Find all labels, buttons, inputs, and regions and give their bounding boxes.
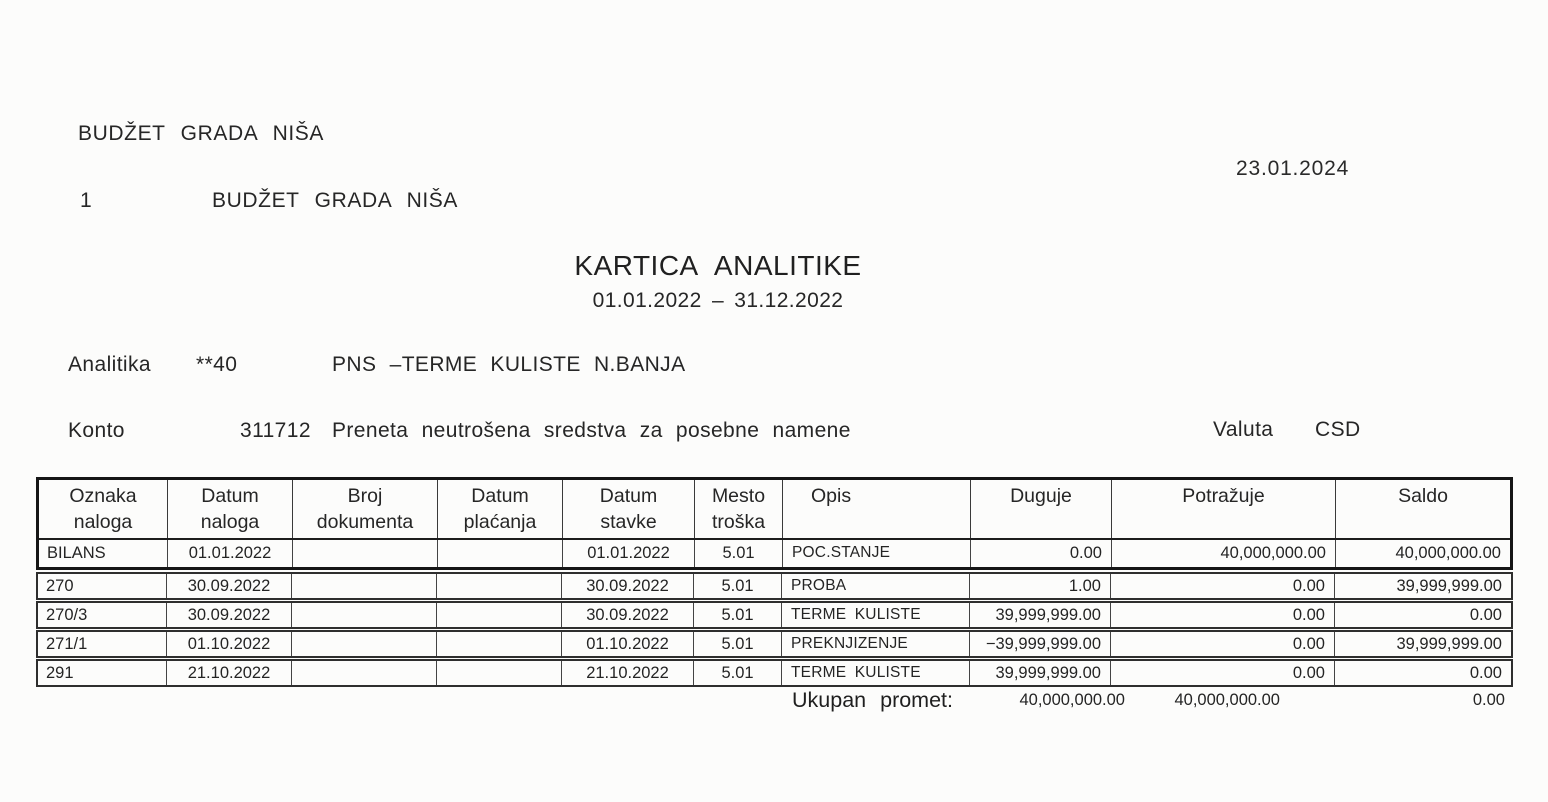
cell-potrazuje: 40,000,000.00 <box>1112 540 1336 567</box>
header-cell-saldo: Saldo <box>1398 485 1448 507</box>
cell-mesto-troska: 5.01 <box>694 661 782 685</box>
totals-duguje: 40,000,000.00 <box>1019 691 1125 709</box>
header-cell-oznaka-naloga: Oznaka naloga <box>39 480 168 538</box>
org-name: BUDŽET GRADA NIŠA <box>78 122 325 145</box>
cell-datum-naloga: 01.01.2022 <box>168 540 293 567</box>
cell-datum-placanja <box>438 540 563 567</box>
analitika-label: Analitika <box>68 353 151 376</box>
cell-saldo: 0.00 <box>1469 664 1502 682</box>
cell-oznaka-naloga: 271/1 <box>38 632 167 656</box>
cell-datum-naloga: 01.10.2022 <box>167 632 292 656</box>
cell-opis: TERME KULISTE <box>782 603 970 627</box>
cell-datum-placanja <box>437 603 562 627</box>
cell-saldo: 40,000,000.00 <box>1395 544 1501 562</box>
cell-datum-stavke: 01.01.2022 <box>563 540 695 567</box>
totals-row <box>0 684 1548 716</box>
cell-duguje: 39,999,999.00 <box>970 603 1111 627</box>
cell-broj-dokumenta <box>293 540 438 567</box>
cell-opis: PREKNJIZENJE <box>782 632 970 656</box>
table-row-bilans <box>39 538 1510 567</box>
cell-potrazuje: 0.00 <box>1111 661 1335 685</box>
analitika-code: **40 <box>196 353 238 376</box>
cell-datum-stavke: 30.09.2022 <box>562 574 694 598</box>
table-row-271-1 <box>36 630 1513 658</box>
cell-oznaka-naloga: BILANS <box>39 540 168 567</box>
cell-datum-placanja <box>437 574 562 598</box>
konto-description: Preneta neutrošena sredstva za posebne namene <box>332 419 851 442</box>
table-header-row <box>39 480 1510 538</box>
cell-potrazuje: 0.00 <box>1111 632 1335 656</box>
cell-broj-dokumenta <box>292 603 437 627</box>
totals-label: Ukupan promet: <box>792 688 953 712</box>
analytics-table-header-box <box>36 477 1513 570</box>
cell-broj-dokumenta <box>292 632 437 656</box>
cell-saldo: 39,999,999.00 <box>1396 635 1502 653</box>
cell-datum-placanja <box>437 661 562 685</box>
header-cell-datum-naloga: Datum naloga <box>168 480 293 538</box>
table-row-270-3 <box>36 601 1513 629</box>
header-cell-duguje: Duguje <box>971 480 1112 538</box>
cell-opis: PROBA <box>782 574 970 598</box>
cell-datum-naloga: 21.10.2022 <box>167 661 292 685</box>
cell-mesto-troska: 5.01 <box>695 540 783 567</box>
header-cell-opis: Opis <box>783 480 971 538</box>
currency-label: Valuta <box>1213 418 1274 441</box>
org-name-repeat: BUDŽET GRADA NIŠA <box>212 189 459 212</box>
cell-mesto-troska: 5.01 <box>694 603 782 627</box>
cell-potrazuje: 0.00 <box>1111 603 1335 627</box>
report-title-block <box>0 250 1436 313</box>
cell-opis: POC.STANJE <box>783 540 971 567</box>
cell-datum-stavke: 30.09.2022 <box>562 603 694 627</box>
header-cell-broj-dokumenta: Broj dokumenta <box>293 480 438 538</box>
cell-mesto-troska: 5.01 <box>694 632 782 656</box>
totals-saldo: 0.00 <box>1472 691 1505 709</box>
header-cell-datum-stavke: Datum stavke <box>563 480 695 538</box>
cell-saldo: 0.00 <box>1469 606 1502 624</box>
cell-potrazuje: 0.00 <box>1111 574 1335 598</box>
cell-datum-stavke: 01.10.2022 <box>562 632 694 656</box>
page-number: 1 <box>80 189 93 212</box>
cell-duguje: 1.00 <box>970 574 1111 598</box>
cell-oznaka-naloga: 270 <box>38 574 167 598</box>
analitika-name: PNS –TERME KULISTE N.BANJA <box>332 353 686 376</box>
totals-potrazuje: 40,000,000.00 <box>1174 691 1280 709</box>
print-date: 23.01.2024 <box>1236 157 1350 180</box>
cell-datum-naloga: 30.09.2022 <box>167 574 292 598</box>
currency-value: CSD <box>1315 418 1361 441</box>
konto-label: Konto <box>68 419 125 442</box>
table-row-270 <box>36 572 1513 600</box>
cell-saldo: 39,999,999.00 <box>1396 577 1502 595</box>
header-cell-datum-placanja: Datum plaćanja <box>438 480 563 538</box>
cell-datum-naloga: 30.09.2022 <box>167 603 292 627</box>
cell-broj-dokumenta <box>292 574 437 598</box>
cell-opis: TERME KULISTE <box>782 661 970 685</box>
cell-broj-dokumenta <box>292 661 437 685</box>
cell-duguje: −39,999,999.00 <box>970 632 1111 656</box>
cell-datum-stavke: 21.10.2022 <box>562 661 694 685</box>
cell-mesto-troska: 5.01 <box>694 574 782 598</box>
cell-oznaka-naloga: 291 <box>38 661 167 685</box>
konto-number: 311712 <box>240 419 311 442</box>
report-title: KARTICA ANALITIKE <box>574 250 862 281</box>
report-period: 01.01.2022 – 31.12.2022 <box>592 289 844 312</box>
header-cell-mesto-troska: Mesto troška <box>695 480 783 538</box>
cell-datum-placanja <box>437 632 562 656</box>
cell-oznaka-naloga: 270/3 <box>38 603 167 627</box>
cell-duguje: 0.00 <box>971 540 1112 567</box>
cell-duguje: 39,999,999.00 <box>970 661 1111 685</box>
header-cell-potrazuje: Potražuje <box>1112 480 1336 538</box>
table-row-291 <box>36 659 1513 687</box>
